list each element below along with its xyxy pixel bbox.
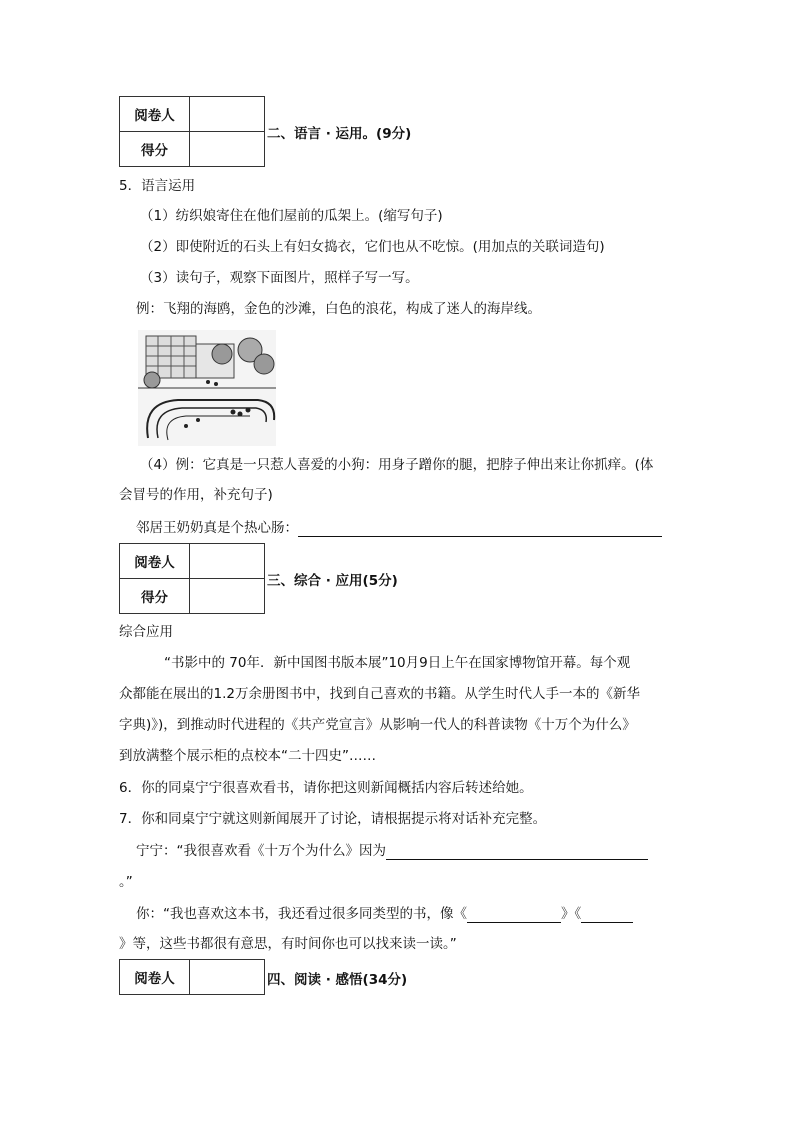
reviewer-cell [190,960,265,995]
question-5-4-line2: 会冒号的作用，补充句子) [119,487,273,503]
score-cell [190,579,265,614]
example-sentence: 例：飞翔的海鸥，金色的沙滩，白色的浪花，构成了迷人的海岸线。 [136,301,541,317]
dialogue-ningning-end: 。” [119,874,133,890]
score-table [119,96,265,167]
score-cell [190,132,265,167]
you-mid-text: 》《 [561,906,582,922]
section-title: 二、语言 · 运用。(9分) [267,126,412,142]
question-5-4-answer [136,519,662,537]
question-5-3: （3）读句子，观察下面图片，照样子写一写。 [140,270,419,286]
news-paragraph-line: “书影中的 70年．新中国图书版本展”10月9日上午在国家博物馆开幕。每个观 [164,655,631,671]
reviewer-cell [190,544,265,579]
news-paragraph-line: 字典)》)，到推动时代进程的《共产党宣言》从影响一代人的科普读物《十万个为什么》 [119,717,636,733]
answer-blank[interactable] [298,522,662,537]
section-subtitle: 综合应用 [119,624,173,640]
book-blank-2[interactable] [581,908,633,923]
you-text: 你：“我也喜欢这本书，我还看过很多同类型的书，像《 [136,906,467,922]
question-6: 6．你的同桌宁宁很喜欢看书，请你把这则新闻概括内容后转述给她。 [119,780,533,796]
dialogue-you-end: 》等，这些书都很有意思，有时间你也可以找来读一读。” [119,936,457,952]
question-7: 7．你和同桌宁宁就这则新闻展开了讨论，请根据提示将对话补充完整。 [119,811,547,827]
news-paragraph-line: 到放满整个展示柜的点校本“二十四史”…… [119,748,376,764]
reviewer-label: 阅卷人 [120,97,190,132]
reviewer-cell [190,97,265,132]
score-label: 得分 [120,132,190,167]
answer-blank[interactable] [386,845,648,860]
score-table [119,543,265,614]
school-playground-picture [138,330,276,446]
section-title: 三、综合 · 应用(5分) [267,573,398,589]
news-paragraph-line: 众都能在展出的1.2万余册图书中，找到自己喜欢的书籍。从学生时代人手一本的《新华 [119,686,640,702]
ningning-text: 宁宁：“我很喜欢看《十万个为什么》因为 [136,843,386,859]
question-5-title: 5．语言运用 [119,178,196,194]
question-5-2: （2）即使附近的石头上有妇女捣衣，它们也从不吃惊。(用加点的关联词造句) [140,239,605,255]
dialogue-you [136,905,633,923]
reviewer-label: 阅卷人 [120,544,190,579]
dialogue-ningning [136,842,648,860]
book-blank-1[interactable] [467,908,561,923]
reviewer-label: 阅卷人 [120,960,190,995]
score-table [119,959,265,995]
section-title: 四、阅读 · 感悟(34分) [267,972,408,988]
score-label: 得分 [120,579,190,614]
question-5-4-line1: （4）例：它真是一只惹人喜爱的小狗：用身子蹭你的腿，把脖子伸出来让你抓痒。(体 [140,457,654,473]
question-5-1: （1）纺织娘寄住在他们屋前的瓜架上。(缩写句子) [140,208,443,224]
answer-prompt: 邻居王奶奶真是个热心肠： [136,520,298,536]
